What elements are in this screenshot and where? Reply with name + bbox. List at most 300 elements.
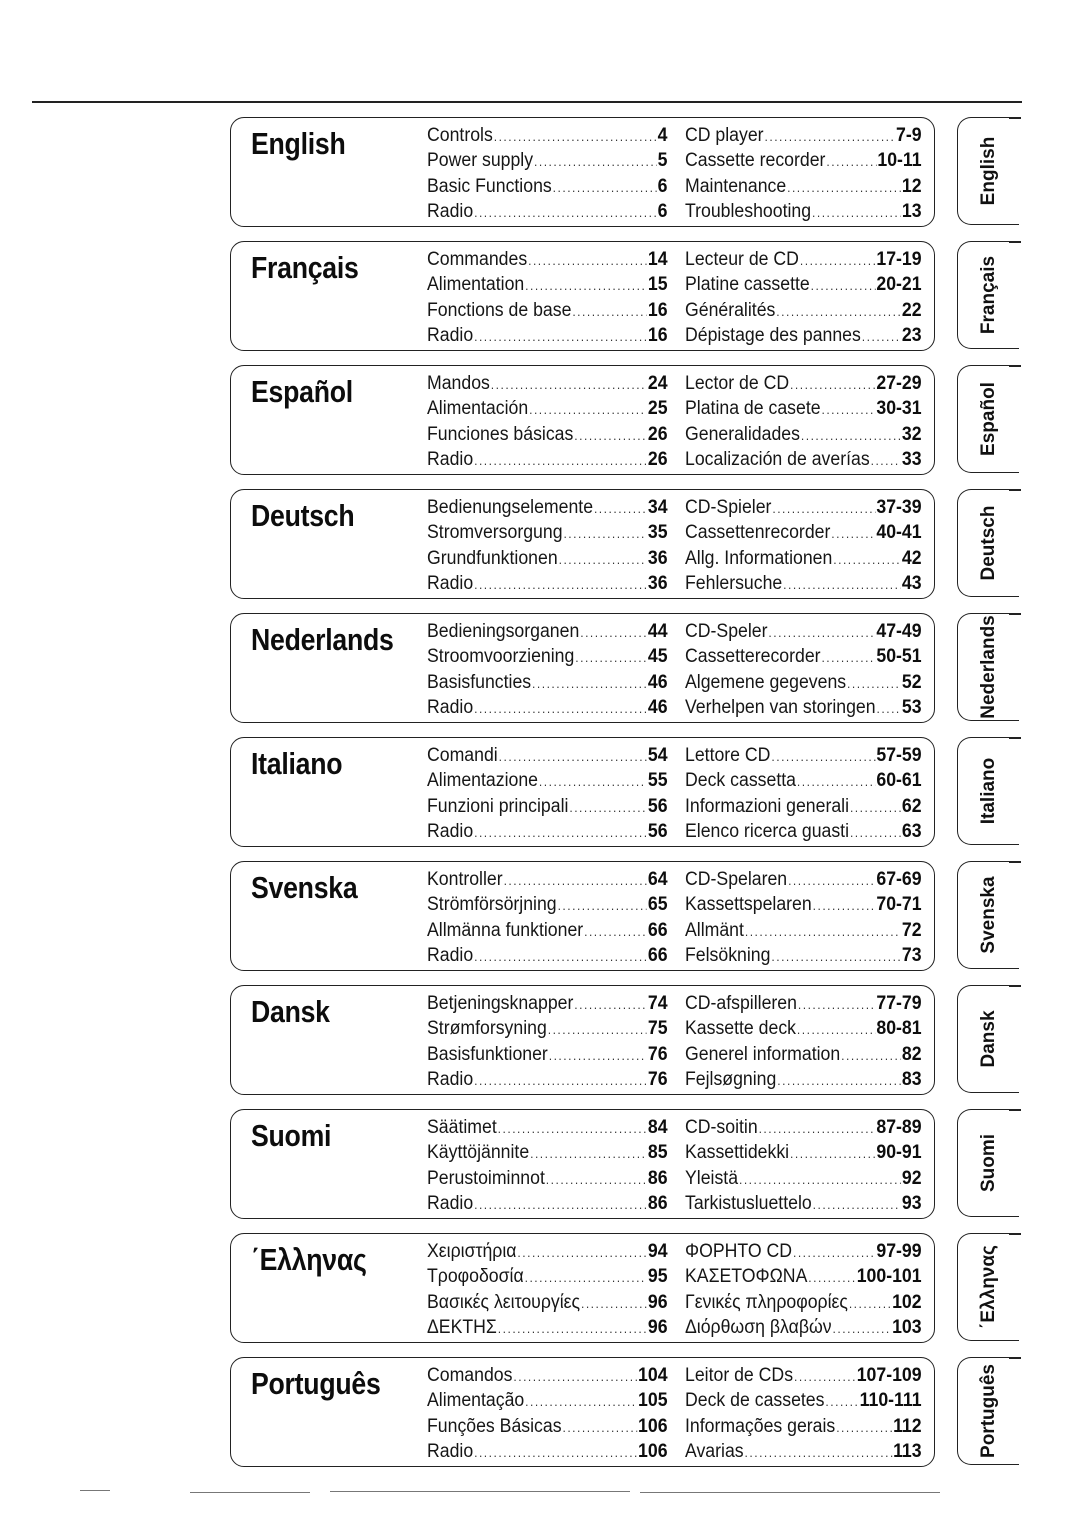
entry-label: Platine cassette (685, 274, 810, 296)
toc-entry[interactable] (685, 571, 922, 596)
left-column (427, 1363, 671, 1464)
tab-7[interactable] (957, 985, 1019, 1093)
entry-label: Radio (427, 572, 474, 594)
entry-label: Platina de casete (685, 398, 821, 420)
toc-entry[interactable] (427, 272, 668, 297)
dot-leader (821, 397, 875, 422)
dot-leader (569, 795, 647, 820)
section-1 (230, 241, 935, 351)
page-number: 93 (901, 1192, 922, 1214)
dot-leader (812, 200, 901, 225)
toc-entry[interactable] (685, 670, 922, 695)
page-number: 26 (647, 448, 668, 470)
tab-divider (1009, 489, 1021, 491)
toc-entry[interactable] (427, 123, 668, 148)
entry-label: CD-Spelaren (685, 869, 788, 890)
entry-label: Kassettspelaren (685, 894, 812, 916)
section-10 (230, 1357, 935, 1467)
dot-leader (821, 645, 875, 670)
language-title: ΄Ελληνας (251, 1242, 367, 1277)
toc-entry[interactable] (685, 396, 922, 421)
top-rule (32, 101, 1022, 103)
entry-label: CD-soitin (685, 1117, 758, 1138)
page-number: 67-69 (876, 869, 922, 890)
page-number: 56 (647, 820, 668, 842)
page-number: 84 (647, 1117, 668, 1138)
dot-leader (549, 1043, 647, 1068)
entry-label: Stromversorgung (427, 522, 563, 544)
toc-entry[interactable] (427, 644, 668, 669)
dot-leader (525, 273, 647, 298)
dot-leader (534, 149, 657, 174)
page-number: 12 (901, 175, 922, 197)
toc-entry[interactable] (685, 199, 922, 224)
left-column (427, 371, 671, 472)
page-number: 16 (647, 299, 668, 321)
toc-entry[interactable] (685, 1115, 922, 1140)
page-number: 74 (647, 993, 668, 1014)
toc-entry[interactable] (685, 619, 922, 644)
toc-entry[interactable] (427, 794, 668, 819)
dot-leader (474, 1192, 647, 1217)
dot-leader (504, 868, 647, 893)
dot-leader (798, 992, 876, 1017)
right-column (685, 1115, 925, 1216)
entry-label: Elenco ricerca guasti (685, 820, 850, 842)
entry-label: Bedieningsorganen (427, 621, 580, 642)
left-column (427, 991, 671, 1092)
dot-leader (790, 372, 875, 397)
toc-entry[interactable] (685, 1042, 922, 1067)
entry-label: ΔΕΚΤΗΣ (427, 1316, 497, 1338)
toc-entry[interactable] (427, 991, 668, 1016)
toc-entry[interactable] (685, 1016, 922, 1041)
dot-leader (532, 671, 647, 696)
left-column (427, 743, 671, 844)
toc-entry[interactable] (427, 571, 668, 596)
entry-label: Radio (427, 696, 474, 718)
page-number: 70-71 (876, 894, 922, 916)
tab-label: Español (977, 382, 999, 456)
page-number: 43 (901, 572, 922, 594)
entry-label: Διόρθωση βλαβών (685, 1316, 832, 1338)
page-number: 14 (647, 249, 668, 270)
dot-leader (794, 1364, 856, 1389)
right-column (685, 743, 925, 844)
dot-leader (777, 1068, 901, 1093)
scan-mark (190, 1492, 310, 1493)
toc-entry[interactable] (685, 695, 922, 720)
toc-entry[interactable] (427, 1191, 668, 1216)
toc-entry[interactable] (685, 1140, 922, 1165)
page-number: 87-89 (876, 1117, 922, 1138)
toc-entry[interactable] (685, 123, 922, 148)
toc-entry[interactable] (685, 174, 922, 199)
tab-label: Deutsch (977, 505, 999, 581)
tab-divider (1009, 241, 1021, 243)
dot-leader (474, 820, 647, 845)
entry-label: Stroomvoorziening (427, 646, 575, 668)
toc-entry[interactable] (685, 546, 922, 571)
toc-entry[interactable] (685, 371, 922, 396)
entry-label: Alimentazione (427, 770, 538, 792)
dot-leader (849, 1291, 891, 1316)
toc-entry[interactable] (685, 272, 922, 297)
entry-label: CD player (685, 125, 764, 146)
dot-leader (745, 919, 901, 944)
toc-entry[interactable] (685, 1315, 922, 1340)
toc-entry[interactable] (427, 174, 668, 199)
toc-entry[interactable] (685, 1067, 922, 1092)
toc-entry[interactable] (427, 1115, 668, 1140)
page-number: 105 (638, 1390, 668, 1412)
entry-label: Kassettidekki (685, 1142, 790, 1164)
dot-leader (771, 744, 875, 769)
toc-entry[interactable] (685, 298, 922, 323)
language-title: Deutsch (251, 498, 355, 533)
toc-entry[interactable] (685, 1363, 922, 1388)
tab-1[interactable] (957, 241, 1019, 349)
toc-entry[interactable] (427, 447, 668, 472)
toc-entry[interactable] (427, 1363, 668, 1388)
toc-entry[interactable] (427, 1016, 668, 1041)
dot-leader (797, 769, 876, 794)
tab-8[interactable] (957, 1109, 1019, 1217)
language-title: Español (251, 374, 353, 409)
dot-leader (491, 372, 647, 397)
entry-label: Informações gerais (685, 1415, 836, 1437)
page-number: 112 (893, 1415, 922, 1437)
page-number: 86 (647, 1167, 668, 1189)
dot-leader (825, 1389, 858, 1414)
dot-leader (562, 1415, 637, 1440)
entry-label: Generalidades (685, 423, 800, 445)
entry-label: Strømforsyning (427, 1018, 547, 1040)
toc-entry[interactable] (427, 867, 668, 892)
entry-label: Allmänna funktioner (427, 919, 584, 941)
entry-label: Cassette recorder (685, 150, 826, 172)
page-number: 97-99 (876, 1241, 922, 1262)
toc-entry[interactable] (685, 1388, 922, 1413)
entry-label: Radio (427, 1440, 474, 1462)
dot-leader (833, 547, 901, 572)
toc-entry[interactable] (685, 768, 922, 793)
toc-entry[interactable] (427, 1414, 668, 1439)
tab-9[interactable] (957, 1233, 1019, 1341)
entry-label: CD-Speler (685, 621, 768, 642)
tab-6[interactable] (957, 861, 1019, 969)
page-number: 96 (647, 1291, 668, 1313)
entry-label: Power supply (427, 150, 534, 172)
dot-leader (539, 769, 647, 794)
toc-entry[interactable] (427, 743, 668, 768)
page-number: 50-51 (876, 646, 922, 668)
entry-label: Grundfunktionen (427, 547, 558, 569)
tab-4[interactable] (957, 613, 1019, 721)
toc-entry[interactable] (685, 1191, 922, 1216)
right-column (685, 371, 925, 472)
toc-entry[interactable] (685, 247, 922, 272)
entry-label: Radio (427, 448, 474, 470)
toc-entry[interactable] (685, 1290, 922, 1315)
toc-entry[interactable] (427, 892, 668, 917)
page-number: 90-91 (876, 1142, 922, 1164)
scan-mark (80, 1490, 110, 1491)
page-number: 57-59 (876, 745, 922, 766)
toc-entry[interactable] (427, 1239, 668, 1264)
dot-leader (548, 1017, 647, 1042)
right-column (685, 1239, 925, 1340)
left-column (427, 1239, 671, 1340)
language-title: English (251, 126, 346, 161)
right-column (685, 1363, 925, 1464)
entry-label: Allmänt (685, 919, 744, 941)
toc-entry[interactable] (427, 371, 668, 396)
page-number: 45 (647, 646, 668, 668)
dot-leader (559, 547, 647, 572)
dot-leader (494, 124, 657, 149)
dot-leader (563, 521, 646, 546)
entry-label: Yleistä (685, 1167, 739, 1189)
entry-label: Deck de cassetes (685, 1390, 825, 1412)
entry-label: Γενικές πληροφορίες (685, 1291, 848, 1313)
toc-entry[interactable] (685, 1166, 922, 1191)
entry-label: Generel information (685, 1043, 841, 1065)
toc-entry[interactable] (427, 199, 668, 224)
page-number: 60-61 (876, 770, 922, 792)
section-8 (230, 1109, 935, 1219)
dot-leader (581, 1291, 647, 1316)
page-number: 92 (901, 1167, 922, 1189)
page-number: 76 (647, 1068, 668, 1090)
toc-entry[interactable] (427, 1042, 668, 1067)
toc-entry[interactable] (685, 323, 922, 348)
toc-entry[interactable] (685, 1414, 922, 1439)
entry-label: Radio (427, 324, 474, 346)
tab-3[interactable] (957, 489, 1019, 597)
dot-leader (594, 496, 647, 521)
page-number: 46 (647, 671, 668, 693)
page-number: 75 (647, 1018, 668, 1040)
tab-label: Svenska (977, 876, 999, 954)
dot-leader (553, 175, 657, 200)
entry-label: Généralités (685, 299, 776, 321)
page-number: 37-39 (876, 497, 922, 518)
page-number: 113 (893, 1440, 922, 1462)
language-title: Français (251, 250, 359, 285)
page-number: 72 (901, 919, 922, 941)
tab-divider (1009, 1357, 1021, 1359)
dot-leader (574, 423, 647, 448)
entry-label: Bedienungselemente (427, 497, 594, 518)
entry-label: Perustoiminnot (427, 1167, 545, 1189)
page-number: 95 (647, 1266, 668, 1288)
toc-entry[interactable] (427, 546, 668, 571)
left-column (427, 1115, 671, 1216)
toc-entry[interactable] (427, 247, 668, 272)
toc-entry[interactable] (427, 1140, 668, 1165)
left-column (427, 123, 671, 224)
page-number: 77-79 (876, 993, 922, 1014)
toc-entry[interactable] (427, 1067, 668, 1092)
toc-entry[interactable] (427, 495, 668, 520)
toc-entry[interactable] (685, 892, 922, 917)
entry-label: Radio (427, 1068, 474, 1090)
page-number: 66 (647, 944, 668, 966)
page-number: 6 (657, 175, 668, 197)
entry-label: Verhelpen van storingen (685, 696, 876, 718)
toc-entry[interactable] (685, 991, 922, 1016)
entry-label: Algemene gegevens (685, 671, 847, 693)
dot-leader (800, 248, 876, 273)
toc-entry[interactable] (685, 943, 922, 968)
entry-label: ΦΟΡΗΤΟ CD (685, 1241, 793, 1262)
page-number: 15 (647, 274, 668, 296)
dot-leader (530, 1141, 647, 1166)
tab-divider (1009, 861, 1021, 863)
entry-label: Tarkistusluettelo (685, 1192, 812, 1214)
scan-mark (640, 1492, 940, 1493)
toc-entry[interactable] (427, 695, 668, 720)
tab-10[interactable] (957, 1357, 1019, 1465)
toc-entry[interactable] (685, 918, 922, 943)
left-column (427, 495, 671, 596)
toc-entry[interactable] (427, 1439, 668, 1464)
entry-label: CD-afspilleren (685, 993, 797, 1014)
toc-entry[interactable] (427, 619, 668, 644)
toc-entry[interactable] (685, 495, 922, 520)
entry-label: Informazioni generali (685, 795, 850, 817)
entry-label: Funzioni principali (427, 795, 569, 817)
toc-entry[interactable] (427, 520, 668, 545)
toc-entry[interactable] (685, 743, 922, 768)
toc-entry[interactable] (427, 148, 668, 173)
dot-leader (572, 299, 647, 324)
entry-label: Fejlsøgning (685, 1068, 777, 1090)
toc-entry[interactable] (685, 644, 922, 669)
page-number: 100-101 (856, 1266, 922, 1288)
toc-entry[interactable] (685, 867, 922, 892)
toc-entry[interactable] (427, 396, 668, 421)
tab-0[interactable] (957, 117, 1019, 225)
entry-label: Τροφοδοσία (427, 1266, 524, 1288)
page-number: 110-111 (859, 1390, 922, 1412)
dot-leader (877, 696, 901, 721)
entry-label: Basisfuncties (427, 671, 532, 693)
tab-divider (1009, 613, 1021, 615)
toc-entry[interactable] (685, 422, 922, 447)
dot-leader (525, 1389, 637, 1414)
dot-leader (574, 992, 647, 1017)
toc-entry[interactable] (427, 1166, 668, 1191)
page-number: 44 (647, 621, 668, 642)
tab-divider (1009, 1233, 1021, 1235)
toc-entry[interactable] (427, 918, 668, 943)
entry-label: Funções Básicas (427, 1415, 562, 1437)
toc-entry[interactable] (427, 768, 668, 793)
tab-label: Français (977, 255, 999, 335)
language-title: Suomi (251, 1118, 332, 1153)
toc-entry[interactable] (685, 794, 922, 819)
entry-label: Comandos (427, 1365, 513, 1386)
page-number: 33 (901, 448, 922, 470)
toc-entry[interactable] (685, 1264, 922, 1289)
toc-entry[interactable] (685, 1239, 922, 1264)
page-number: 5 (657, 150, 668, 172)
entry-label: Säätimet (427, 1117, 497, 1138)
toc-entry[interactable] (427, 1388, 668, 1413)
entry-label: Radio (427, 944, 474, 966)
page-number: 23 (901, 324, 922, 346)
tab-5[interactable] (957, 737, 1019, 845)
toc-entry[interactable] (685, 1439, 922, 1464)
toc-entry[interactable] (685, 148, 922, 173)
page-number: 76 (647, 1043, 668, 1065)
left-column (427, 867, 671, 968)
page-number: 83 (901, 1068, 922, 1090)
toc-entry[interactable] (685, 520, 922, 545)
dot-leader (546, 1167, 647, 1192)
dot-leader (787, 175, 901, 200)
dot-leader (474, 448, 647, 473)
dot-leader (474, 200, 657, 225)
toc-entry[interactable] (685, 819, 922, 844)
tab-2[interactable] (957, 365, 1019, 473)
dot-leader (529, 397, 647, 422)
toc-entry[interactable] (685, 447, 922, 472)
right-column (685, 123, 925, 224)
page-number: 40-41 (876, 522, 922, 544)
dot-leader (826, 149, 876, 174)
section-6 (230, 861, 935, 971)
dot-leader (797, 1017, 876, 1042)
toc-entry[interactable] (427, 422, 668, 447)
dot-leader (850, 820, 901, 845)
dot-leader (788, 868, 875, 893)
dot-leader (499, 744, 647, 769)
section-9 (230, 1233, 935, 1343)
left-column (427, 619, 671, 720)
page-number: 20-21 (876, 274, 922, 296)
toc-entry[interactable] (427, 1315, 668, 1340)
dot-leader (790, 1141, 875, 1166)
entry-label: Fonctions de base (427, 299, 572, 321)
language-title: Português (251, 1366, 381, 1401)
tab-label: Dansk (977, 1010, 999, 1068)
toc-entry[interactable] (427, 323, 668, 348)
toc-entry[interactable] (427, 1290, 668, 1315)
page-number: 96 (647, 1316, 668, 1338)
toc-entry[interactable] (427, 298, 668, 323)
entry-label: Radio (427, 820, 474, 842)
toc-entry[interactable] (427, 1264, 668, 1289)
entry-label: Käyttöjännite (427, 1142, 530, 1164)
tab-divider (1009, 365, 1021, 367)
section-0 (230, 117, 935, 227)
dot-leader (771, 944, 901, 969)
dot-leader (580, 620, 647, 645)
dot-leader (474, 1440, 637, 1465)
page-number: 106 (638, 1440, 668, 1462)
toc-entry[interactable] (427, 819, 668, 844)
page-number: 4 (657, 125, 668, 146)
dot-leader (847, 671, 901, 696)
page-number: 55 (647, 770, 668, 792)
dot-leader (772, 496, 875, 521)
dot-leader (833, 1316, 892, 1341)
toc-entry[interactable] (427, 943, 668, 968)
toc-entry[interactable] (427, 670, 668, 695)
